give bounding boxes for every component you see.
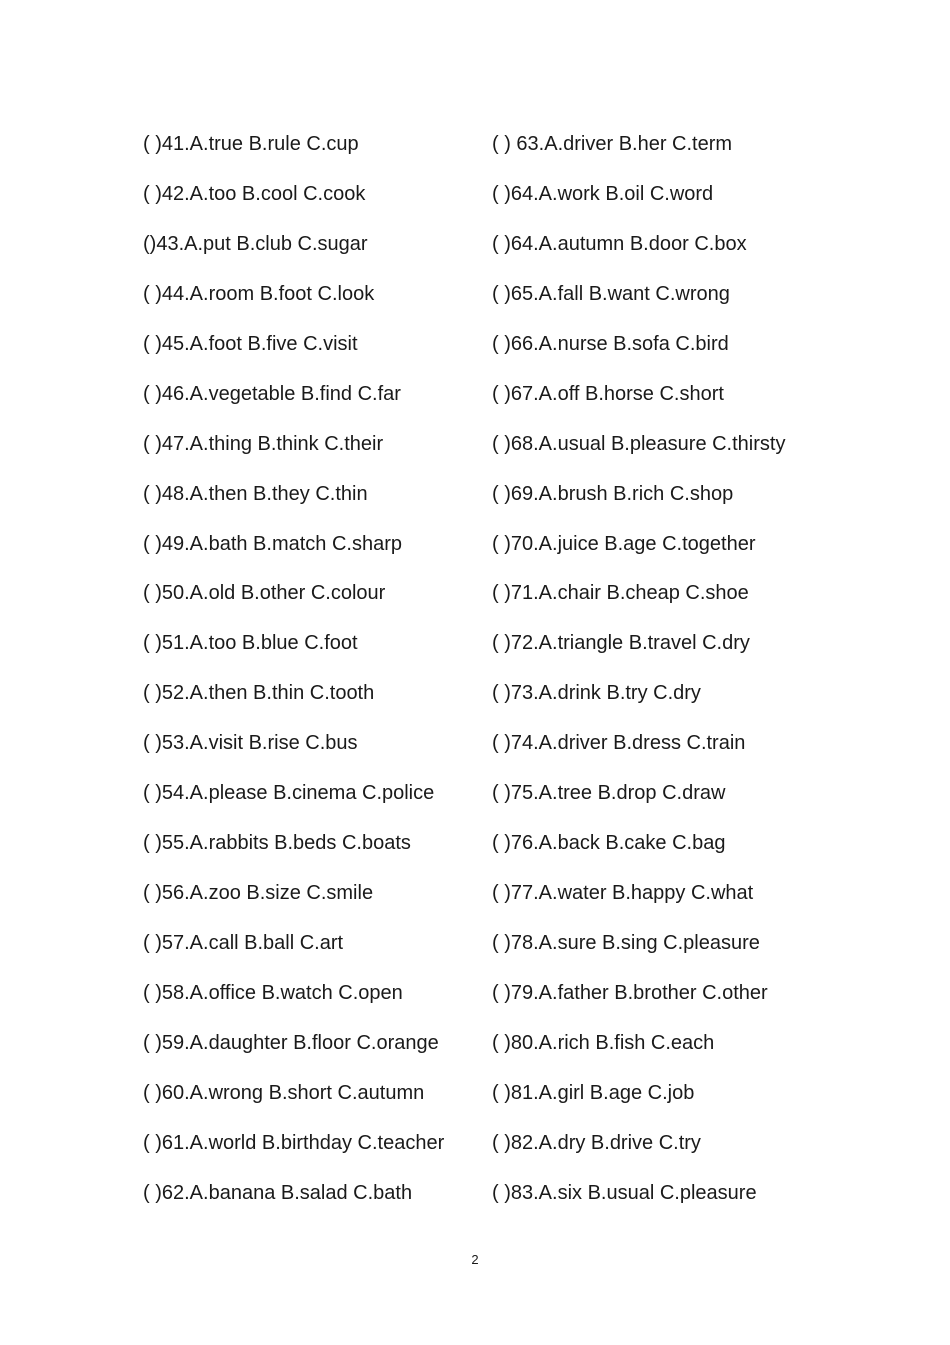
question-75: ( )75.A.tree B.drop C.draw xyxy=(492,782,726,805)
question-76: ( )76.A.back B.cake C.bag xyxy=(492,832,726,855)
question-80: ( )80.A.rich B.fish C.each xyxy=(492,1031,715,1054)
question-52: ( )52.A.then B.thin C.tooth xyxy=(143,682,375,705)
question-55: ( )55.A.rabbits B.beds C.boats xyxy=(143,832,411,855)
question-60: ( )60.A.wrong B.short C.autumn xyxy=(143,1081,425,1104)
question-50: ( )50.A.old B.other C.colour xyxy=(143,582,386,605)
question-41: ( )41.A.true B.rule C.cup xyxy=(143,133,359,155)
question-81: ( )81.A.girl B.age C.job xyxy=(492,1081,695,1104)
question-63: ( ) 63.A.driver B.her C.term xyxy=(492,133,733,155)
question-43: ()43.A.put B.club C.sugar xyxy=(143,232,368,255)
question-83: ( )83.A.six B.usual C.pleasure xyxy=(492,1181,757,1204)
question-54: ( )54.A.please B.cinema C.police xyxy=(143,782,435,805)
question-47: ( )47.A.thing B.think C.their xyxy=(143,432,384,455)
question-78: ( )78.A.sure B.sing C.pleasure xyxy=(492,932,760,954)
question-49: ( )49.A.bath B.match C.sharp xyxy=(143,532,403,555)
question-61: ( )61.A.world B.birthday C.teacher xyxy=(143,1131,445,1154)
right-question-column xyxy=(492,129,822,1228)
question-58: ( )58.A.office B.watch C.open xyxy=(143,981,403,1004)
question-42: ( )42.A.too B.cool C.cook xyxy=(143,182,366,205)
question-46: ( )46.A.vegetable B.find C.far xyxy=(143,382,401,405)
question-45: ( )45.A.foot B.five C.visit xyxy=(143,332,358,355)
question-62: ( )62.A.banana B.salad C.bath xyxy=(143,1181,413,1204)
question-74: ( )74.A.driver B.dress C.train xyxy=(492,732,746,755)
question-68: ( )68.A.usual B.pleasure C.thirsty xyxy=(492,432,786,455)
question-69: ( )69.A.brush B.rich C.shop xyxy=(492,482,734,505)
question-64b: ( )64.A.autumn B.door C.box xyxy=(492,232,747,255)
question-79: ( )79.A.father B.brother C.other xyxy=(492,981,768,1004)
question-64a: ( )64.A.work B.oil C.word xyxy=(492,182,714,205)
question-82: ( )82.A.dry B.drive C.try xyxy=(492,1131,701,1154)
question-51: ( )51.A.too B.blue C.foot xyxy=(143,632,358,655)
question-77: ( )77.A.water B.happy C.what xyxy=(492,882,754,905)
left-question-column xyxy=(143,129,483,1228)
question-53: ( )53.A.visit B.rise C.bus xyxy=(143,732,358,755)
question-56: ( )56.A.zoo B.size C.smile xyxy=(143,882,374,905)
question-57: ( )57.A.call B.ball C.art xyxy=(143,932,344,954)
question-66: ( )66.A.nurse B.sofa C.bird xyxy=(492,332,729,355)
question-72: ( )72.A.triangle B.travel C.dry xyxy=(492,632,750,655)
question-48: ( )48.A.then B.they C.thin xyxy=(143,482,368,505)
question-65: ( )65.A.fall B.want C.wrong xyxy=(492,282,730,305)
question-44: ( )44.A.room B.foot C.look xyxy=(143,282,375,305)
question-59: ( )59.A.daughter B.floor C.orange xyxy=(143,1031,439,1054)
question-71: ( )71.A.chair B.cheap C.shoe xyxy=(492,582,749,605)
page-number: 2 xyxy=(471,1252,479,1267)
question-70: ( )70.A.juice B.age C.together xyxy=(492,532,756,555)
question-73: ( )73.A.drink B.try C.dry xyxy=(492,682,701,705)
question-67: ( )67.A.off B.horse C.short xyxy=(492,382,724,405)
